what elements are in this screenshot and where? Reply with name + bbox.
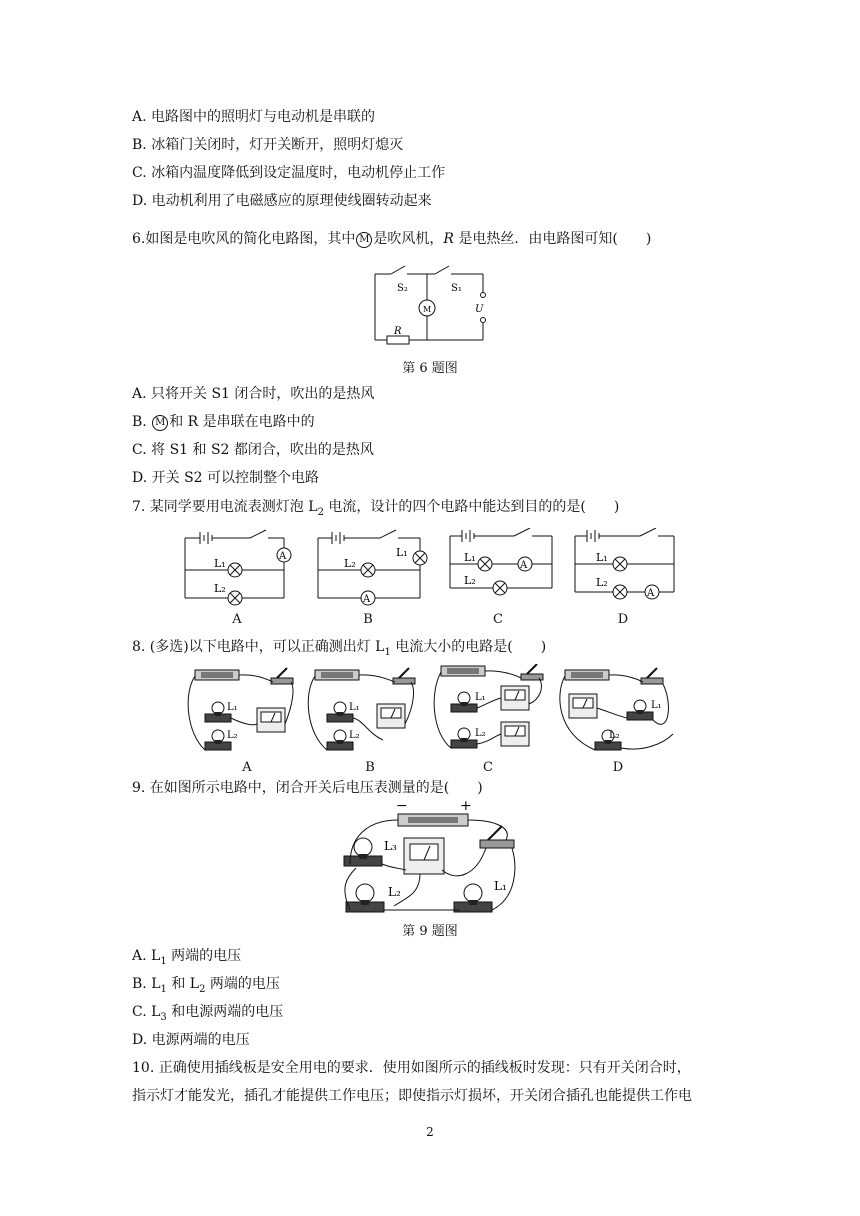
q6-label-r: R [394,326,402,337]
q5-option-c: C. 冰箱内温度降低到设定温度时，电动机停止工作 [132,165,446,181]
q9-option-b-post: 两端的电压 [205,976,280,992]
q8-label-d: D [612,760,624,775]
lamp-l2-label: L₂ [475,728,486,739]
q7-circuit-d [575,528,674,599]
battery-plus-label: + [460,798,472,814]
ammeter-label: A [520,560,528,571]
q6-circuit-diagram [365,262,495,352]
q7-label-c: C [493,612,503,627]
q6-option-b-post: 和 R 是串联在电路中的 [169,414,315,430]
lamp-l2-label: L₂ [388,885,401,899]
page-number: 2 [426,1125,434,1139]
lamp-l1-label: L₁ [396,546,408,559]
q8-circuit-d [560,668,673,750]
q8-stem-pre: 8. (多选)以下电路中，可以正确测出灯 L [132,639,385,655]
q6-option-a: A. 只将开关 S1 闭合时，吹出的是热风 [132,386,375,402]
q9-option-c-sub: 3 [160,1011,167,1023]
q9-stem: 9. 在如图所示电路中，闭合开关后电压表测量的是( ) [132,780,483,796]
ammeter-label: A [363,594,371,605]
q9-option-c-pre: C. L [132,1004,161,1020]
q9-option-b [132,974,280,1000]
q8-circuit-c [434,664,543,748]
q8-stem [132,637,546,663]
q9-option-b-sub1: 1 [160,983,167,995]
q6-label-s2: S₂ [397,283,408,294]
motor-icon: M [152,415,168,431]
q9-caption: 第 9 题图 [402,924,458,939]
q9-option-b-sub2: 2 [199,983,206,995]
q9-option-a [132,946,241,972]
q6-label-m: M [423,305,432,314]
q6-r-symbol: R [443,231,454,247]
lamp-l2-label: L₂ [464,574,476,587]
q7-circuit-diagrams [180,528,700,610]
q8-circuit-a [188,668,293,750]
lamp-l1-label: L₁ [349,702,360,713]
q7-stem-post: 电流，设计的四个电路中能达到目的的是( ) [323,499,620,515]
q9-option-b-mid: 和 L [166,976,200,992]
q6-option-b [132,412,315,432]
q6-stem [132,229,651,249]
q6-stem-pre: 6.如图是电吹风的简化电路图，其中 [132,231,356,247]
lamp-l2-label: L₂ [344,557,356,570]
q9-option-a-pre: A. L [132,948,161,964]
lamp-l3-label: L₃ [384,839,397,853]
q6-option-c: C. 将 S1 和 S2 都闭合，吹出的是热风 [132,442,374,458]
q6-caption: 第 6 题图 [402,361,458,376]
q10-line-2: 指示灯才能发光，插孔才能提供工作电压；即使指示灯损坏，开关闭合插孔也能提供工作电 [132,1088,692,1104]
q7-label-b: B [363,612,373,627]
q6-stem-post: 是吹风机， [373,231,444,247]
ammeter-label: A [279,551,287,562]
lamp-l2-label: L₂ [596,576,608,589]
q7-circuit-b [318,530,427,605]
q9-pictorial-circuit [336,798,526,918]
lamp-l2-label: L₂ [214,582,226,595]
q8-pictorial-circuits [183,664,683,760]
lamp-l1-label: L₁ [494,879,507,893]
q9-option-c [132,1002,283,1028]
q9-option-a-post: 两端的电压 [166,948,242,964]
q6-option-b-pre: B. [132,414,152,430]
q8-circuit-b [308,668,415,750]
q6-stem-end: 是电热丝．由电路图可知( ) [453,231,652,247]
lamp-l2-label: L₂ [349,730,360,741]
q8-stem-sub: 1 [384,646,391,658]
switch-s1-icon [435,266,449,274]
q7-stem [132,497,619,523]
lamp-l1-label: L₁ [227,702,238,713]
resistor-icon [387,336,409,344]
q6-label-s1: S₁ [451,283,462,294]
q5-option-b: B. 冰箱门关闭时，灯开关断开，照明灯熄灭 [132,137,404,153]
q9-option-d: D. 电源两端的电压 [132,1032,250,1048]
switch-icon [480,840,514,848]
ammeter-label: A [647,588,655,599]
q10-line-1: 10. 正确使用插线板是安全用电的要求．使用如图所示的插线板时发现：只有开关闭合时， [132,1060,691,1076]
q7-stem-sub: 2 [317,506,324,518]
q7-label-d: D [617,612,629,627]
q7-stem-pre: 7. 某同学要用电流表测灯泡 L [132,499,318,515]
q8-label-a: A [242,760,252,775]
q6-label-u: U [475,304,484,315]
q5-option-a: A. 电路图中的照明灯与电动机是串联的 [132,109,376,125]
switch-s2-icon [391,266,405,274]
lamp-l1-label: L₁ [651,700,662,711]
battery-minus-label: − [396,798,408,814]
q8-stem-post: 电流大小的电路是( ) [390,639,547,655]
motor-icon: M [356,232,372,248]
q9-option-b-pre: B. L [132,976,161,992]
q9-option-a-sub: 1 [160,955,167,967]
q6-option-d: D. 开关 S2 可以控制整个电路 [132,470,320,486]
q8-label-b: B [365,760,375,775]
lamp-l1-label: L₁ [214,557,226,570]
q7-label-a: A [232,612,242,627]
lamp-l1-label: L₁ [596,551,608,564]
lamp-l2-label: L₂ [227,730,238,741]
lamp-l2-icon [346,884,384,912]
lamp-l1-icon [454,884,492,912]
q7-circuit-a [185,530,291,605]
lamp-l1-label: L₁ [475,692,486,703]
lamp-l1-label: L₁ [464,551,476,564]
q8-label-c: C [483,760,493,775]
lamp-l2-label: L₂ [609,730,620,741]
q9-option-c-post: 和电源两端的电压 [166,1004,284,1020]
q5-option-d: D. 电动机利用了电磁感应的原理使线圈转动起来 [132,193,432,209]
